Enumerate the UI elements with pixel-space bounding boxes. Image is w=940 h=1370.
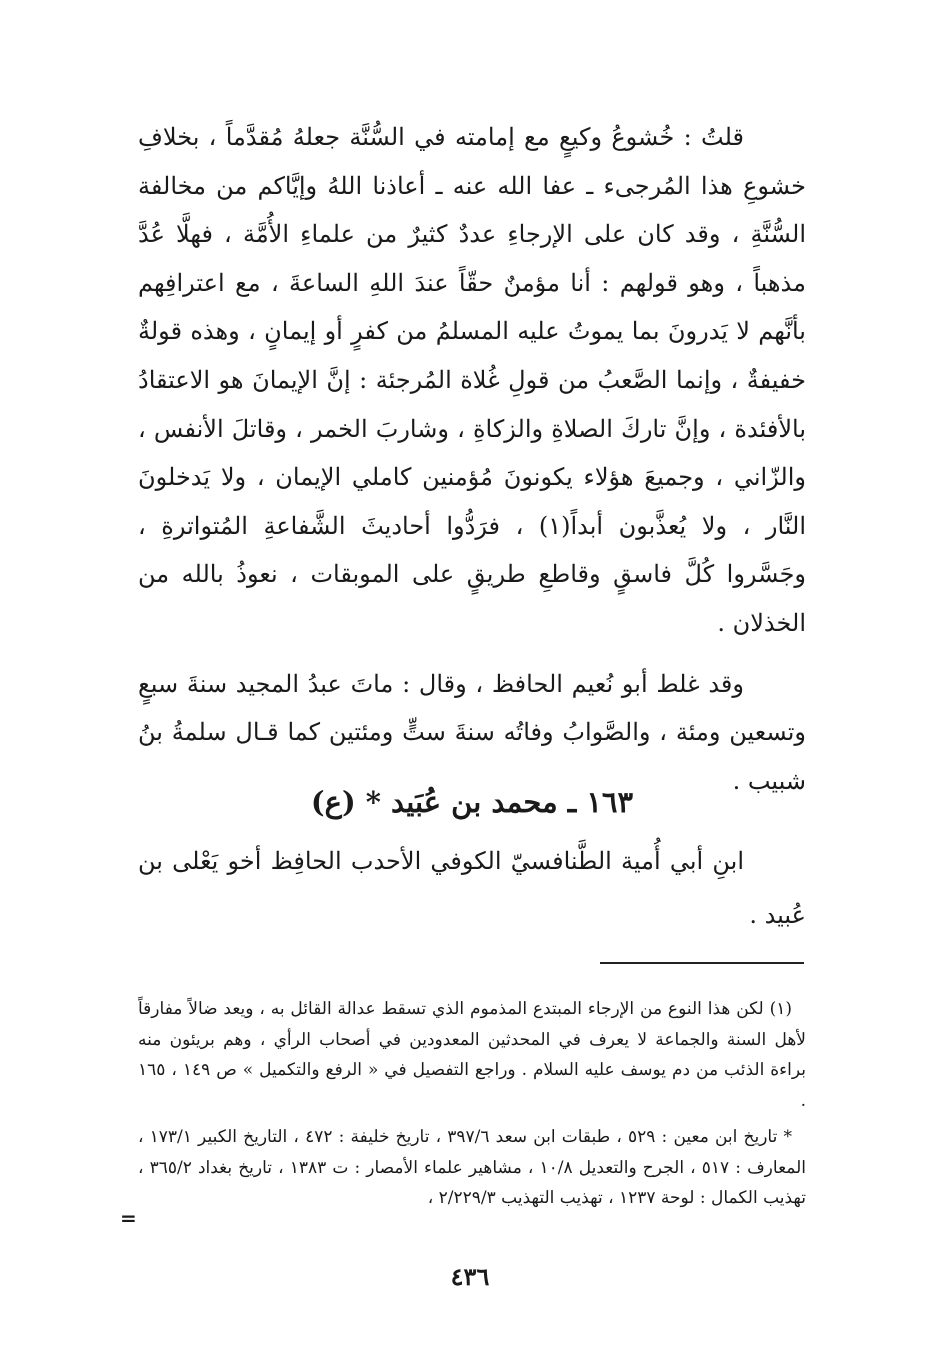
page-number: ٤٣٦ [450, 1262, 490, 1291]
footnote-sources: * تاريخ ابن معين : ٥٢٩ ، طبقات ابن سعد ٣٩٧/٦ ، تاريخ خليفة : ٤٧٢ ، التاريخ الكبير ١٧٣/١ ، المعارف : ٥١٧ ، الجرح والتعديل ١٠/٨ ، مشاهير علماء الأمصار : ت ١٣٨٣ ، تاريخ بغداد ٣٦٥/٢ ، تهذيب الكمال : لوحة ١٢٣٧ ، تهذيب التهذيب ٢/٢٢٩/٣ ، [138, 1127, 807, 1208]
entry-text-block [138, 834, 806, 942]
body-paragraph: وقد غلط أبو نُعيم الحافظ ، وقال : ماتَ عبدُ المجيد سنةَ سبعٍ وتسعين ومئة ، والصَّوابُ وفاتُه سنةَ ستٍّ ومئتين كما قـال سلمةُ بنُ شبيب . [138, 669, 806, 795]
footnotes-block [138, 994, 806, 1214]
continuation-mark: = [120, 1206, 137, 1230]
entry-heading: ١٦٣ ـ محمد بن عُبَيد * (ع) [310, 785, 634, 819]
footnote-1: (١) لكن هذا النوع من الإرجاء المبتدع المذموم الذي تسقط عدالة القائل به ، ويعد ضالاً مفارقاً لأهل السنة والجماعة لا يعرف في المحدثين المعدودين في أصحاب الرأي ، وهم بريئون منه براءة الذئب من دم يوسف عليه السلام . وراجع التفصيل في « الرفع والتكميل » ص ١٤٩ ، ١٦٥ . [138, 999, 806, 1111]
body-paragraph: قلتُ : خُشوعُ وكيعٍ مع إمامته في السُّنَّة جعلهُ مُقدَّماً ، بخلافِ خشوعِ هذا المُرجىء ـ عفا الله عنه ـ أعاذنا اللهُ وإيَّاكم من مخالفة السُّنَّةِ ، وقد كان على الإرجاءِ عددٌ كثيرٌ من علماءِ الأُمَّة ، فهلَّا عُدَّ مذهباً ، وهو قولهم : أنا مؤمنٌ حقّاً عندَ اللهِ الساعةَ ، مع اعترافِهم بأنَّهم لا يَدرونَ بما يموتُ عليه المسلمُ من كفرٍ أو إيمانٍ ، وهذه قولةٌ خفيفةٌ ، وإنما الصَّعبُ من قولِ غُلاة المُرجئة : إنَّ الإيمانَ هو الاعتقادُ بالأفئدة ، وإنَّ تاركَ الصلاةِ والزكاةِ ، وشاربَ الخمر ، وقاتلَ الأنفس ، والزّاني ، وجميعَ هؤلاء يكونونَ مُؤمنين كاملي الإيمان ، ولا يَدخلونَ النَّار ، ولا يُعذَّبون أبداً(١) ، فرَدُّوا أحاديثَ الشَّفاعةِ المُتواترةِ ، وجَسَّروا كُلَّ فاسقٍ وقاطعِ طريقٍ على الموبقات ، نعوذُ بالله من الخذلان . [138, 123, 807, 637]
footnote-divider [600, 962, 804, 964]
entry-paragraph: ابنِ أبي أُمية الطَّنافسيّ الكوفي الأحدب الحافِظ أخو يَعْلى بن عُبيد . [138, 847, 806, 929]
main-text-block [138, 113, 806, 805]
